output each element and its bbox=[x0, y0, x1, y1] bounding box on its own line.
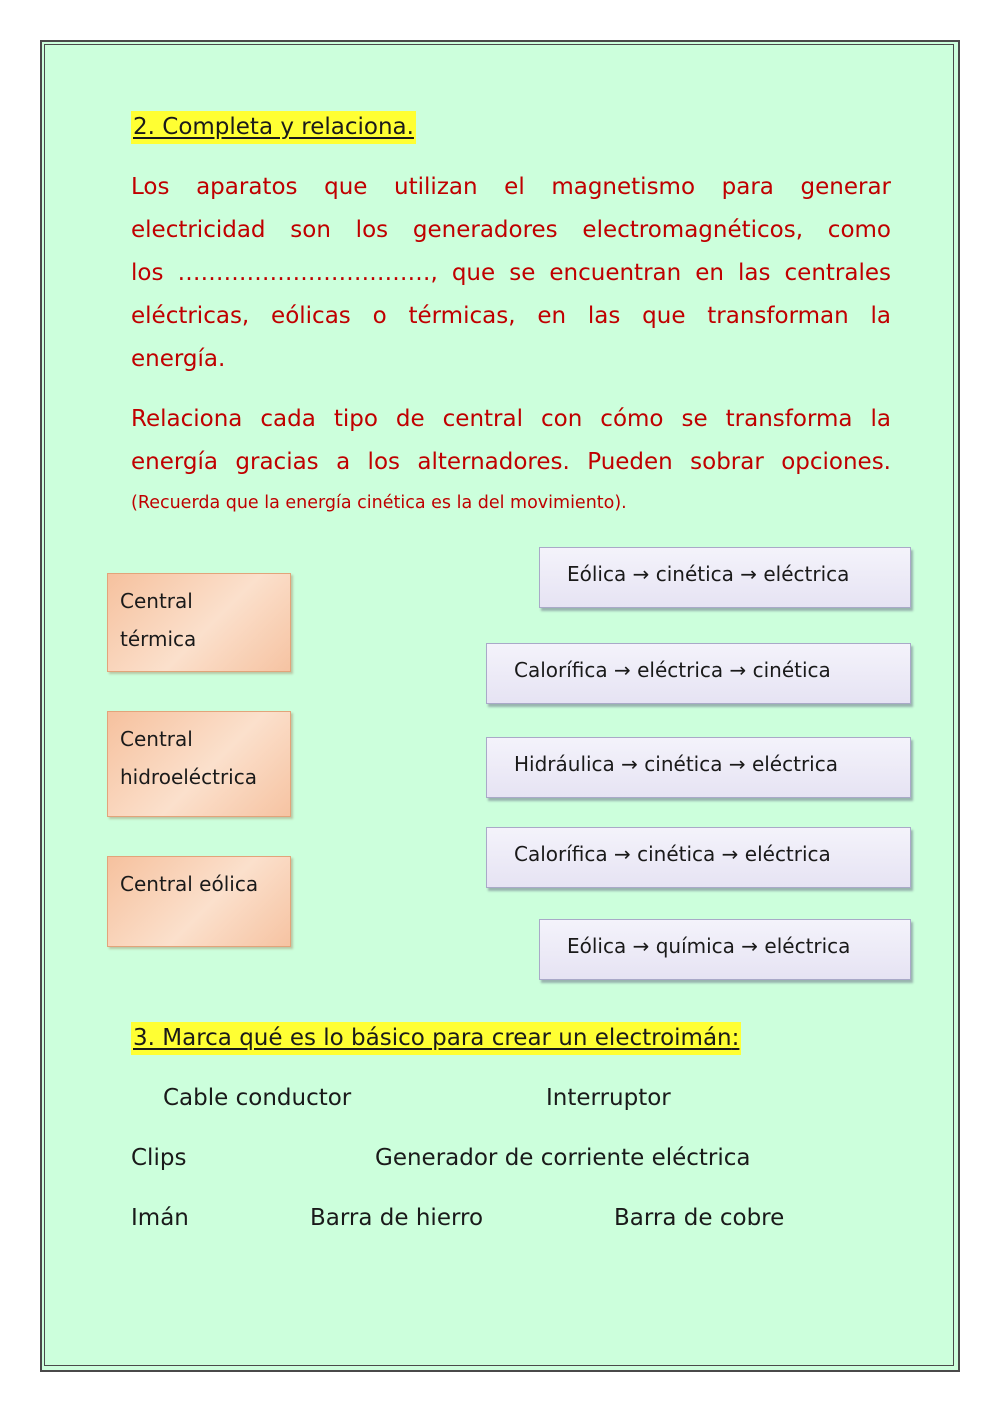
transformation-option-3[interactable]: Hidráulica → cinética → eléctrica bbox=[486, 737, 911, 798]
section2-note: (Recuerda que la energía cinética es la del movimiento). bbox=[131, 493, 627, 513]
transformation-option-2[interactable]: Calorífica → eléctrica → cinética bbox=[486, 643, 911, 704]
paragraph2-line: energía gracias a los alternadores. Pueden sobrar opciones. bbox=[131, 449, 891, 475]
central-label-line: térmica bbox=[120, 627, 197, 651]
central-label-line: Central bbox=[120, 589, 193, 613]
paragraph1-line: energía. bbox=[131, 346, 226, 372]
transformation-option-1[interactable]: Eólica → cinética → eléctrica bbox=[539, 547, 911, 608]
central-label-line: Central eólica bbox=[120, 872, 259, 896]
central-hidroelectrica-box[interactable] bbox=[107, 711, 291, 817]
section3-heading bbox=[131, 1022, 741, 1055]
paragraph1-line: Los aparatos que utilizan el magnetismo para generar bbox=[131, 174, 891, 200]
section2-paragraph1 bbox=[131, 166, 891, 381]
transformation-option-5[interactable]: Eólica → química → eléctrica bbox=[539, 919, 911, 980]
option-generador[interactable]: Generador de corriente eléctrica bbox=[375, 1145, 751, 1171]
option-interruptor[interactable]: Interruptor bbox=[546, 1085, 671, 1111]
paragraph1-line: eléctricas, eólicas o térmicas, en las que transforman la bbox=[131, 303, 891, 329]
central-label-line: Central bbox=[120, 727, 193, 751]
section2-heading-text: 2. Completa y relaciona. bbox=[133, 114, 414, 140]
section2-heading bbox=[131, 111, 416, 144]
central-eolica-box[interactable] bbox=[107, 856, 291, 947]
central-termica-box[interactable] bbox=[107, 573, 291, 672]
option-cable-conductor[interactable]: Cable conductor bbox=[163, 1085, 352, 1111]
section3-heading-colon: : bbox=[731, 1025, 740, 1051]
section3-heading-text: 3. Marca qué es lo básico para crear un electroimán bbox=[133, 1025, 732, 1051]
paragraph1-line: electricidad son los generadores electromagnéticos, como bbox=[131, 217, 891, 243]
transformation-option-4[interactable]: Calorífica → cinética → eléctrica bbox=[486, 827, 911, 888]
option-barra-hierro[interactable]: Barra de hierro bbox=[310, 1205, 484, 1231]
central-label-line: hidroeléctrica bbox=[120, 765, 257, 789]
option-clips[interactable]: Clips bbox=[131, 1145, 187, 1171]
option-barra-cobre[interactable]: Barra de cobre bbox=[614, 1205, 785, 1231]
paragraph1-line-blank[interactable]: los ……………………………, que se encuentran en las centrales bbox=[131, 260, 891, 286]
paragraph2-line: Relaciona cada tipo de central con cómo se transforma la bbox=[131, 406, 891, 432]
section2-paragraph2 bbox=[131, 398, 891, 484]
option-iman[interactable]: Imán bbox=[131, 1205, 189, 1231]
